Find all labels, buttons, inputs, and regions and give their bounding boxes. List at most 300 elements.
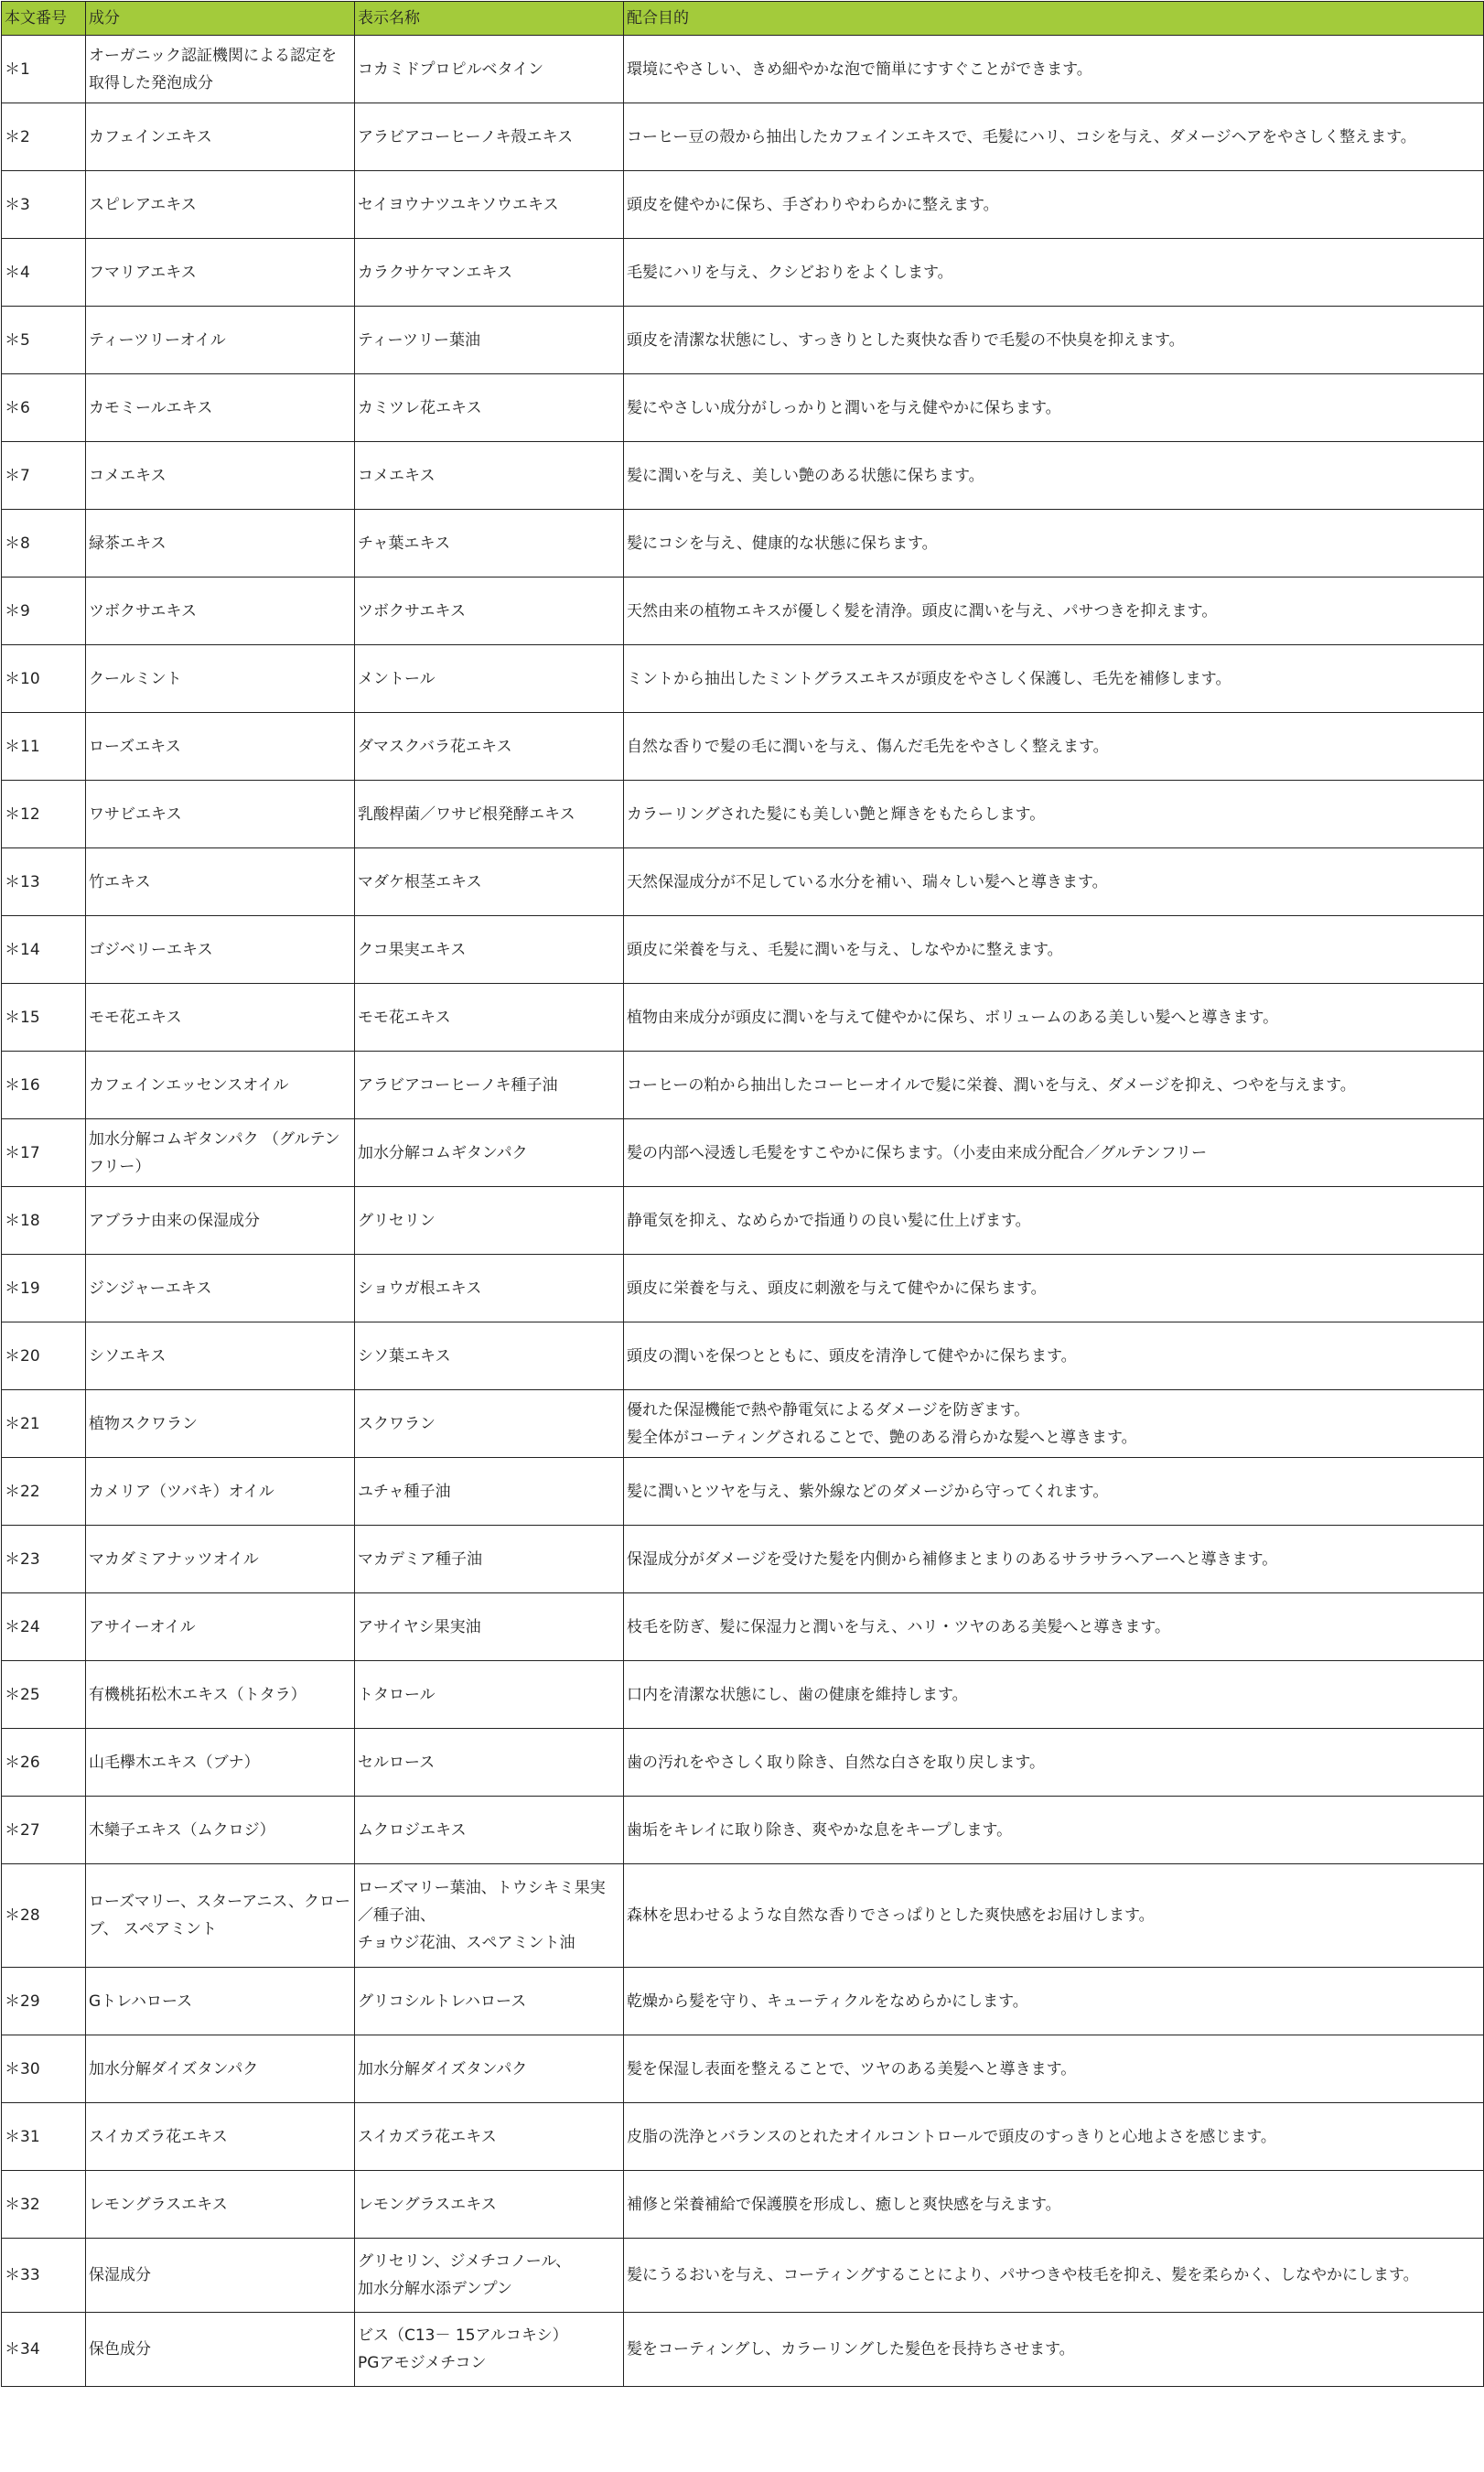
cell-purpose-text: 髪に潤いを与え、美しい艶のある状態に保ちます。 [627,466,984,485]
cell-display-name [355,1864,624,1968]
cell-purpose-text: 補修と栄養補給で保護膜を形成し、癒しと爽快感を与えます。 [627,2195,1061,2214]
table-row [2,1729,1484,1797]
cell-ingredient [86,645,355,713]
cell-number [2,1119,86,1187]
table-row [2,1661,1484,1729]
cell-ingredient [86,1052,355,1119]
cell-ingredient-text: 山毛欅木エキス（ブナ） [89,1753,260,1772]
cell-number [2,2035,86,2103]
cell-number [2,1187,86,1255]
cell-ingredient [86,103,355,171]
cell-ingredient-text: 竹エキス [89,872,151,891]
cell-display-name [355,1255,624,1322]
cell-number [2,848,86,916]
cell-ingredient [86,1968,355,2035]
cell-ingredient-text: 保湿成分 [89,2266,151,2284]
cell-number [2,442,86,510]
cell-purpose-text: 頭皮に栄養を与え、頭皮に刺激を与えて健やかに保ちます。 [627,1279,1047,1298]
cell-display-name [355,984,624,1052]
cell-ingredient [86,2313,355,2387]
cell-ingredient [86,2239,355,2313]
cell-ingredient [86,1119,355,1187]
cell-display-name-text: コカミドプロピルベタイン [358,59,544,79]
cell-purpose-text: 口内を清潔な状態にし、歯の健康を維持します。 [627,1685,968,1704]
table-row [2,510,1484,578]
cell-number-text: ＊8 [5,534,30,553]
cell-display-name-text: コメエキス [358,466,436,485]
cell-display-name-text: グリセリン [358,1211,436,1230]
cell-purpose-text: 頭皮に栄養を与え、毛髪に潤いを与え、しなやかに整えます。 [627,940,1063,959]
cell-number-text: ＊24 [5,1617,40,1636]
cell-ingredient [86,374,355,442]
cell-purpose-text: 植物由来成分が頭皮に潤いを与えて健やかに保ち、ボリュームのある美しい髪へと導きます。 [627,1008,1279,1027]
cell-number [2,1729,86,1797]
cell-ingredient-text: カモミールエキス [89,398,213,417]
cell-purpose [624,1864,1484,1968]
cell-purpose-text: 髪にやさしい成分がしっかりと潤いを与え健やかに保ちます。 [627,398,1061,417]
cell-number [2,713,86,781]
cell-display-name [355,2035,624,2103]
table-row [2,1797,1484,1864]
cell-number-text: ＊6 [5,398,30,417]
cell-display-name-text: スクワラン [358,1414,436,1433]
table-row [2,1052,1484,1119]
cell-display-name-text: アラビアコーヒーノキ種子油 [358,1075,558,1095]
cell-purpose [624,2239,1484,2313]
cell-display-name [355,103,624,171]
cell-ingredient-text: ワサビエキス [89,804,182,824]
cell-purpose [624,645,1484,713]
cell-number [2,36,86,103]
cell-number [2,171,86,239]
cell-display-name-text: 乳酸桿菌／ワサビ根発酵エキス [358,804,575,824]
cell-ingredient-text: 有機桃拓松木エキス（トタラ） [89,1685,306,1704]
cell-ingredient-text: アサイーオイル [89,1617,196,1636]
cell-ingredient-text: オーガニック認証機関による認定を取得した発泡成分 [89,46,337,92]
table-row [2,645,1484,713]
cell-ingredient [86,1661,355,1729]
cell-display-name [355,1968,624,2035]
cell-display-name [355,1526,624,1593]
cell-purpose-text: カラーリングされた髪にも美しい艶と輝きをもたらします。 [627,804,1046,824]
cell-number-text: ＊23 [5,1549,40,1569]
cell-display-name-text: アラビアコーヒーノキ殻エキス [358,127,574,146]
cell-purpose-text: 自然な香りで髪の毛に潤いを与え、傷んだ毛先をやさしく整えます。 [627,737,1109,756]
cell-ingredient-text: 緑茶エキス [89,534,167,553]
cell-ingredient-text: フマリアエキス [89,263,197,282]
cell-number-text: ＊21 [5,1414,40,1433]
cell-ingredient-text: ローズマリー、スターアニス、クローブ、 スペアミント [89,1893,350,1938]
cell-display-name [355,848,624,916]
cell-display-name-text: グリコシルトレハロース [358,1992,527,2011]
cell-ingredient [86,510,355,578]
cell-ingredient [86,1390,355,1458]
cell-purpose [624,1187,1484,1255]
header-ingredient: 成分 [86,2,355,36]
cell-ingredient [86,1729,355,1797]
table-row [2,1322,1484,1390]
cell-number-text: ＊31 [5,2127,40,2146]
cell-number-text: ＊1 [5,59,30,79]
cell-purpose [624,2103,1484,2171]
cell-number [2,2313,86,2387]
cell-number-text: ＊28 [5,1906,40,1925]
cell-number-text: ＊16 [5,1075,40,1095]
cell-number [2,1255,86,1322]
cell-purpose [624,510,1484,578]
cell-number [2,103,86,171]
cell-display-name-text: ツボクサエキス [358,601,466,621]
cell-number-text: ＊5 [5,330,30,350]
cell-ingredient [86,916,355,984]
cell-ingredient [86,1322,355,1390]
cell-display-name-text: メントール [358,669,436,688]
cell-display-name [355,171,624,239]
cell-purpose [624,103,1484,171]
cell-purpose-text: 優れた保湿機能で熱や静電気によるダメージを防ぎます。 髪全体がコーティングされることで、艶のある滑らかな髪へと導きます。 [627,1400,1137,1447]
table-row [2,2035,1484,2103]
cell-number [2,1797,86,1864]
cell-purpose [624,2313,1484,2387]
cell-number [2,1526,86,1593]
cell-ingredient-text: コメエキス [89,466,167,485]
cell-number [2,578,86,645]
header-purpose: 配合目的 [624,2,1484,36]
table-row [2,2313,1484,2387]
cell-purpose [624,578,1484,645]
cell-purpose-text: 頭皮を清潔な状態にし、すっきりとした爽快な香りで毛髪の不快臭を抑えます。 [627,330,1185,350]
cell-purpose [624,307,1484,374]
cell-ingredient-text: カメリア（ツバキ）オイル [89,1482,274,1501]
cell-number [2,1458,86,1526]
cell-ingredient-text: アブラナ由来の保湿成分 [89,1211,260,1230]
cell-display-name-text: マダケ根茎エキス [358,872,482,891]
cell-number [2,2239,86,2313]
cell-number [2,239,86,307]
cell-purpose-text: 乾燥から髪を守り、キューティクルをなめらかにします。 [627,1992,1028,2011]
cell-purpose [624,781,1484,848]
cell-ingredient-text: スピレアエキス [89,195,197,214]
cell-ingredient-text: 植物スクワラン [89,1414,198,1433]
table-row [2,2239,1484,2313]
cell-purpose-text: 歯垢をキレイに取り除き、爽やかな息をキープします。 [627,1820,1013,1840]
cell-display-name-text: 加水分解コムギタンパク [358,1143,528,1162]
cell-display-name [355,781,624,848]
table-row [2,984,1484,1052]
cell-display-name [355,578,624,645]
cell-ingredient-text: 木欒子エキス（ムクロジ） [89,1820,275,1840]
cell-number-text: ＊15 [5,1008,40,1027]
cell-number [2,2103,86,2171]
cell-display-name [355,1593,624,1661]
cell-display-name [355,713,624,781]
cell-ingredient-text: マカダミアナッツオイル [89,1549,259,1569]
cell-ingredient-text: ローズエキス [89,737,181,756]
cell-number [2,916,86,984]
cell-display-name-text: クコ果実エキス [358,940,467,959]
cell-number [2,1968,86,2035]
cell-number-text: ＊19 [5,1279,40,1298]
cell-ingredient [86,2035,355,2103]
table-row [2,1187,1484,1255]
cell-purpose [624,848,1484,916]
cell-purpose [624,1390,1484,1458]
cell-purpose-text: 天然保湿成分が不足している水分を補い、瑞々しい髪へと導きます。 [627,872,1108,891]
cell-display-name-text: スイカズラ花エキス [358,2127,497,2146]
cell-purpose [624,1458,1484,1526]
cell-ingredient [86,781,355,848]
cell-ingredient [86,713,355,781]
cell-purpose [624,1322,1484,1390]
cell-number-text: ＊32 [5,2195,40,2214]
header-number: 本文番号 [2,2,86,36]
cell-number-text: ＊20 [5,1346,40,1366]
cell-purpose-text: コーヒー豆の殻から抽出したカフェインエキスで、毛髪にハリ、コシを与え、ダメージヘアをやさしく整えます。 [627,127,1416,146]
cell-display-name-text: セルロース [358,1753,436,1772]
cell-purpose-text: 髪をコーティングし、カラーリングした髪色を長持ちさせます。 [627,2340,1075,2359]
cell-number-text: ＊17 [5,1143,40,1162]
cell-number [2,374,86,442]
cell-number-text: ＊13 [5,872,40,891]
cell-ingredient-text: カフェインエキス [89,127,212,146]
table-row [2,1390,1484,1458]
table-row [2,781,1484,848]
cell-display-name [355,374,624,442]
cell-purpose-text: 環境にやさしい、きめ細やかな泡で簡単にすすぐことができます。 [627,59,1092,79]
cell-number-text: ＊22 [5,1482,40,1501]
cell-number [2,1593,86,1661]
cell-ingredient [86,2103,355,2171]
cell-ingredient [86,1526,355,1593]
cell-number-text: ＊27 [5,1820,40,1840]
cell-number [2,781,86,848]
cell-ingredient [86,1593,355,1661]
cell-display-name-text: ユチャ種子油 [358,1482,451,1501]
cell-purpose [624,1661,1484,1729]
ingredients-table [1,1,1484,2387]
cell-ingredient-text: 保色成分 [89,2340,151,2359]
cell-number [2,1864,86,1968]
cell-purpose-text: 毛髪にハリを与え、クシどおりをよくします。 [627,263,953,282]
cell-purpose-text: 頭皮の潤いを保つとともに、頭皮を清浄して健やかに保ちます。 [627,1346,1077,1366]
table-row [2,2103,1484,2171]
cell-number-text: ＊30 [5,2059,40,2078]
cell-display-name [355,36,624,103]
cell-number-text: ＊33 [5,2266,40,2284]
table-row [2,103,1484,171]
cell-purpose-text: 髪の内部へ浸透し毛髪をすこやかに保ちます。（小麦由来成分配合／グルテンフリー [627,1143,1208,1162]
cell-number [2,1390,86,1458]
cell-ingredient-text: レモングラスエキス [89,2195,228,2214]
cell-number-text: ＊9 [5,601,30,621]
cell-display-name [355,1729,624,1797]
cell-purpose-text: 保湿成分がダメージを受けた髪を内側から補修まとまりのあるサラサラヘアーへと導きます。 [627,1549,1278,1569]
cell-ingredient [86,1797,355,1864]
cell-number [2,510,86,578]
cell-number [2,1661,86,1729]
cell-display-name [355,1052,624,1119]
table-row [2,578,1484,645]
cell-purpose-text: 歯の汚れをやさしく取り除き、自然な白さを取り戻します。 [627,1753,1045,1772]
cell-purpose [624,1526,1484,1593]
cell-purpose [624,1593,1484,1661]
cell-number [2,307,86,374]
cell-purpose-text: ミントから抽出したミントグラスエキスが頭皮をやさしく保護し、毛先を補修します。 [627,669,1231,688]
cell-purpose [624,1797,1484,1864]
cell-number-text: ＊25 [5,1685,40,1704]
cell-purpose [624,984,1484,1052]
cell-ingredient [86,848,355,916]
cell-purpose-text: 皮脂の洗浄とバランスのとれたオイルコントロールで頭皮のすっきりと心地よさを感じます。 [627,2127,1276,2146]
cell-display-name-text: レモングラスエキス [358,2195,497,2214]
cell-purpose-text: コーヒーの粕から抽出したコーヒーオイルで髪に栄養、潤いを与え、ダメージを抑え、つやを与えます。 [627,1075,1356,1095]
cell-number-text: ＊34 [5,2340,40,2359]
cell-display-name [355,307,624,374]
cell-display-name-text: マカデミア種子油 [358,1549,482,1569]
cell-ingredient [86,36,355,103]
cell-display-name [355,510,624,578]
cell-ingredient-text: 加水分解コムギタンパク （グルテンフリー） [89,1129,340,1176]
cell-number [2,645,86,713]
cell-purpose [624,713,1484,781]
cell-display-name [355,2313,624,2387]
cell-ingredient-text: ツボクサエキス [89,601,197,621]
cell-display-name-text: アサイヤシ果実油 [358,1617,481,1636]
cell-ingredient-text: クールミント [89,669,182,688]
table-row [2,442,1484,510]
cell-ingredient [86,307,355,374]
cell-ingredient-text: スイカズラ花エキス [89,2127,228,2146]
cell-number-text: ＊14 [5,940,40,959]
cell-display-name [355,2171,624,2239]
cell-purpose [624,2171,1484,2239]
cell-display-name [355,916,624,984]
cell-display-name-text: カミツレ花エキス [358,398,482,417]
cell-number-text: ＊4 [5,263,30,282]
cell-purpose [624,1052,1484,1119]
cell-display-name-text: ショウガ根エキス [358,1279,482,1298]
table-row [2,916,1484,984]
cell-display-name [355,1390,624,1458]
cell-number-text: ＊18 [5,1211,40,1230]
cell-display-name-text: ダマスクバラ花エキス [358,737,512,756]
cell-purpose [624,1729,1484,1797]
cell-purpose [624,916,1484,984]
cell-number-text: ＊26 [5,1753,40,1772]
cell-ingredient [86,442,355,510]
cell-number-text: ＊12 [5,804,40,824]
cell-purpose-text: 静電気を抑え、なめらかで指通りの良い髪に仕上げます。 [627,1211,1031,1230]
cell-purpose [624,1968,1484,2035]
table-row [2,1458,1484,1526]
cell-purpose [624,442,1484,510]
cell-number-text: ＊10 [5,669,40,688]
cell-display-name [355,239,624,307]
cell-display-name-text: カラクサケマンエキス [358,263,512,282]
cell-ingredient-text: ゴジベリーエキス [89,940,213,959]
cell-display-name [355,1661,624,1729]
cell-number-text: ＊29 [5,1992,40,2011]
cell-purpose [624,239,1484,307]
table-row [2,713,1484,781]
cell-ingredient [86,239,355,307]
cell-purpose-text: 髪を保湿し表面を整えることで、ツヤのある美髪へと導きます。 [627,2059,1077,2078]
cell-ingredient-text: ティーツリーオイル [89,330,226,350]
table-row [2,1526,1484,1593]
cell-display-name-text: チャ葉エキス [358,534,451,553]
cell-display-name-text: ビス（C13－ 15アルコキシ） PGアモジメチコン [358,2326,568,2372]
table-row [2,171,1484,239]
cell-ingredient [86,1187,355,1255]
cell-ingredient-text: 加水分解ダイズタンパク [89,2059,259,2078]
cell-purpose-text: 髪に潤いとツヤを与え、紫外線などのダメージから守ってくれます。 [627,1482,1109,1501]
cell-number-text: ＊7 [5,466,30,485]
cell-display-name [355,1458,624,1526]
cell-number-text: ＊2 [5,127,30,146]
cell-number [2,1322,86,1390]
table-row [2,1255,1484,1322]
cell-ingredient [86,1864,355,1968]
cell-ingredient [86,2171,355,2239]
cell-ingredient [86,1458,355,1526]
cell-display-name-text: シソ葉エキス [358,1346,451,1366]
cell-display-name [355,1187,624,1255]
cell-ingredient-text: Gトレハロース [89,1992,193,2011]
cell-ingredient-text: ジンジャーエキス [89,1279,212,1298]
table-header-row [2,2,1484,36]
cell-display-name [355,1322,624,1390]
cell-ingredient [86,984,355,1052]
cell-ingredient-text: シソエキス [89,1346,167,1366]
cell-display-name [355,645,624,713]
table-row [2,1593,1484,1661]
cell-number-text: ＊3 [5,195,30,214]
table-row [2,374,1484,442]
cell-number [2,984,86,1052]
cell-number [2,1052,86,1119]
cell-number-text: ＊11 [5,737,40,756]
cell-display-name-text: グリセリン、ジメチコノール、 加水分解水添デンプン [358,2252,572,2298]
table-row [2,1119,1484,1187]
cell-purpose [624,36,1484,103]
cell-purpose [624,374,1484,442]
cell-display-name-text: ローズマリー葉油、トウシキミ果実／種子油、 チョウジ花油、スペアミント油 [358,1879,606,1952]
cell-ingredient [86,171,355,239]
cell-display-name [355,1119,624,1187]
cell-ingredient-text: モモ花エキス [89,1008,182,1027]
cell-purpose [624,1119,1484,1187]
cell-display-name-text: ムクロジエキス [358,1820,467,1840]
table-row [2,1968,1484,2035]
header-display-name: 表示名称 [355,2,624,36]
cell-purpose-text: 森林を思わせるような自然な香りでさっぱりとした爽快感をお届けします。 [627,1906,1155,1925]
cell-number [2,2171,86,2239]
cell-purpose-text: 髪にコシを与え、健康的な状態に保ちます。 [627,534,938,553]
cell-purpose [624,2035,1484,2103]
cell-display-name-text: 加水分解ダイズタンパク [358,2059,528,2078]
cell-purpose [624,1255,1484,1322]
cell-purpose [624,171,1484,239]
cell-display-name [355,2103,624,2171]
cell-display-name-text: ティーツリー葉油 [358,330,480,350]
cell-display-name [355,2239,624,2313]
cell-display-name [355,442,624,510]
cell-display-name-text: モモ花エキス [358,1008,451,1027]
cell-ingredient [86,578,355,645]
table-row [2,1864,1484,1968]
cell-purpose-text: 髪にうるおいを与え、コーティングすることにより、パサつきや枝毛を抑え、髪を柔らかく、しなやかにします。 [627,2266,1419,2284]
cell-purpose-text: 枝毛を防ぎ、髪に保湿力と潤いを与え、ハリ・ツヤのある美髪へと導きます。 [627,1617,1170,1636]
